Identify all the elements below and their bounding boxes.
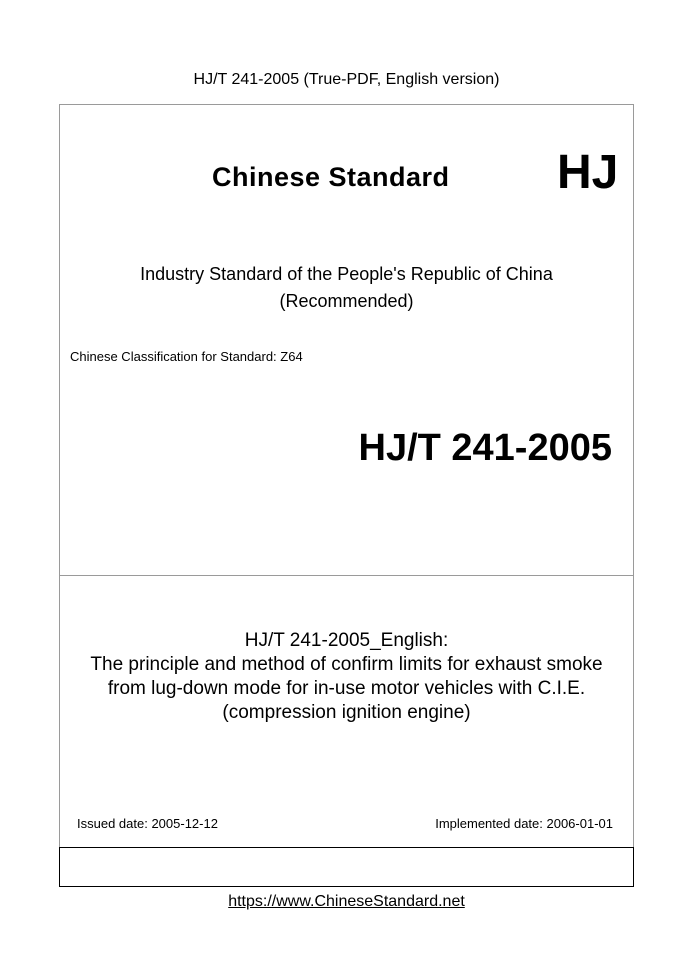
bottom-box	[59, 847, 634, 887]
industry-standard-line: Industry Standard of the People's Republic of China	[140, 264, 553, 284]
section-divider	[60, 575, 633, 576]
footer	[0, 892, 693, 912]
standard-code-badge: HJ	[557, 146, 619, 199]
document-title-line: The principle and method of confirm limits for exhaust smoke	[90, 654, 603, 675]
classification-line: Chinese Classification for Standard: Z64	[70, 349, 303, 364]
implemented-date: Implemented date: 2006-01-01	[435, 816, 613, 831]
standard-number: HJ/T 241-2005	[358, 427, 612, 469]
document-title-line: (compression ignition engine)	[222, 702, 471, 723]
document-title	[60, 629, 633, 725]
issued-date: Issued date: 2005-12-12	[77, 816, 218, 831]
page-header: HJ/T 241-2005 (True-PDF, English version)	[193, 71, 500, 88]
document-title-line: HJ/T 241-2005_English:	[244, 630, 449, 651]
website-link[interactable]: https://www.ChineseStandard.net	[228, 893, 465, 910]
recommended-label: (Recommended)	[279, 291, 414, 311]
cover-title: Chinese Standard	[212, 162, 450, 192]
cover-frame	[59, 104, 634, 886]
document-title-line: from lug-down mode for in-use motor vehicles with C.I.E.	[107, 678, 586, 699]
